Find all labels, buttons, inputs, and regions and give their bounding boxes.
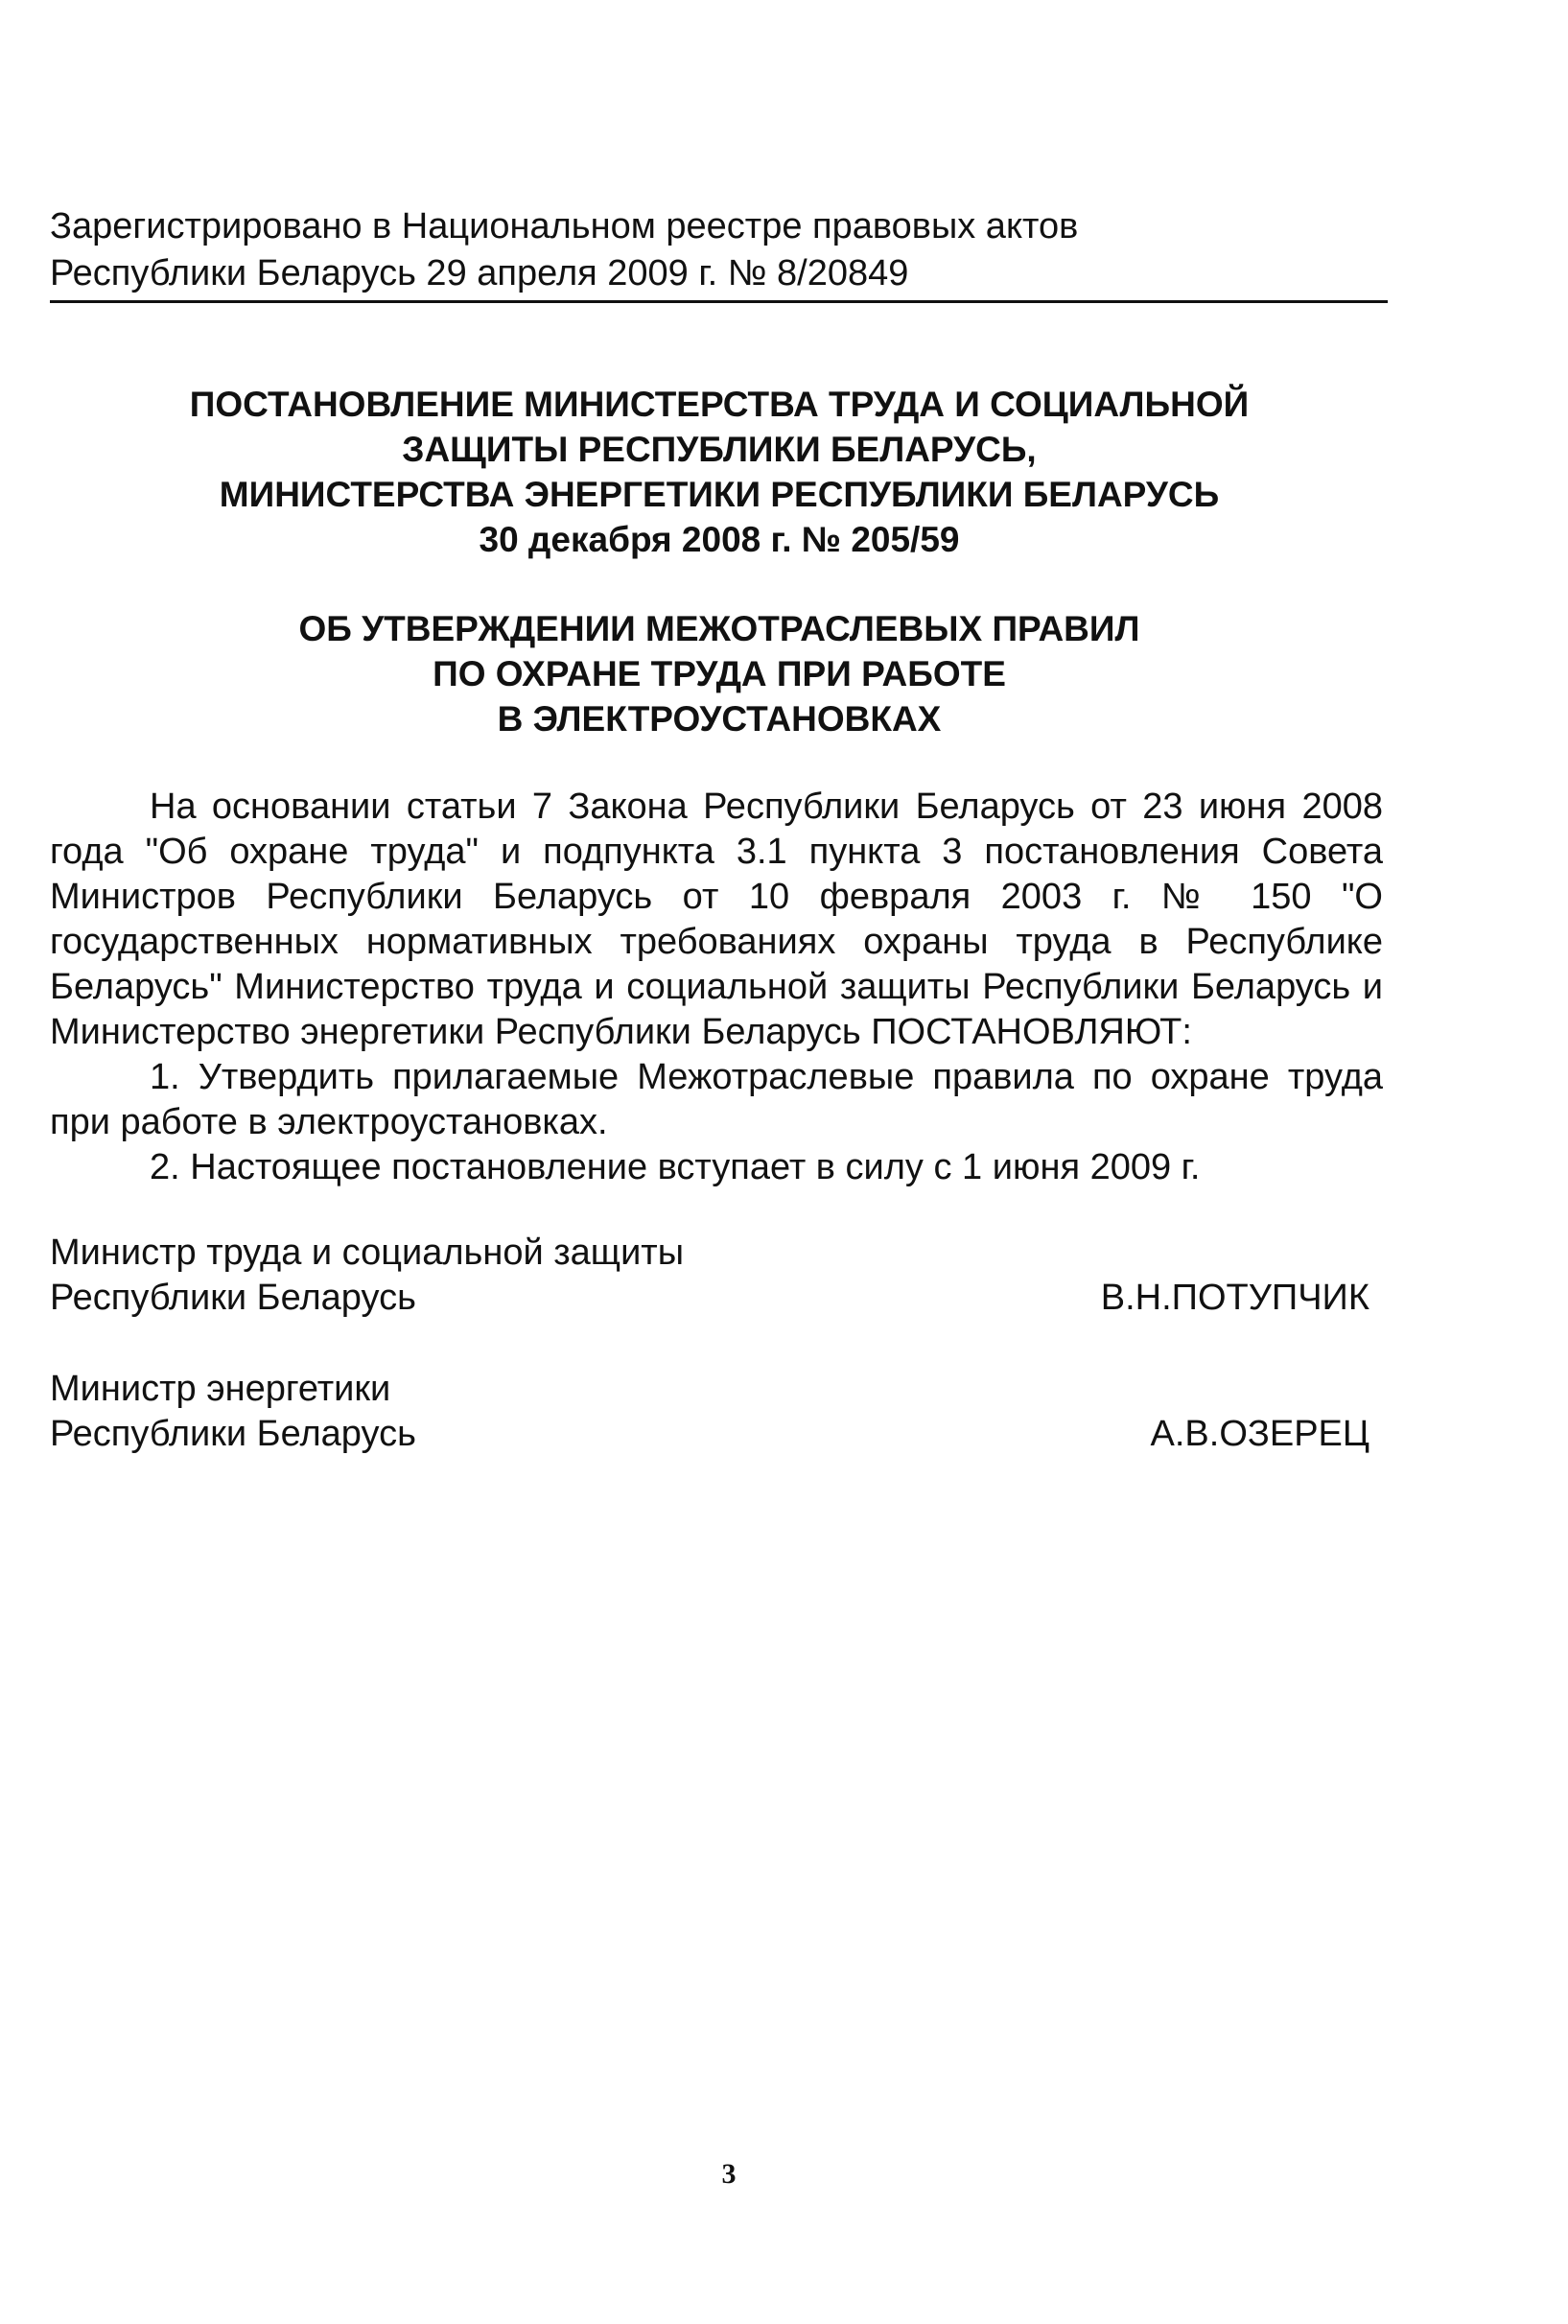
signatory-title-line: Министр труда и социальной защиты bbox=[50, 1232, 685, 1273]
signature-block-energy-minister bbox=[50, 1367, 1383, 1457]
resolution-heading-line: ПОСТАНОВЛЕНИЕ МИНИСТЕРСТВА ТРУДА И СОЦИАЛЬНОЙ bbox=[189, 385, 1250, 424]
signatory-title-line: Республики Беларусь bbox=[50, 1414, 416, 1454]
resolution-date: 30 декабря 2008 г. № 205/59 bbox=[479, 520, 960, 559]
resolution-heading-line: ЗАЩИТЫ РЕСПУБЛИКИ БЕЛАРУСЬ, bbox=[402, 430, 1037, 469]
subject-heading-line: ОБ УТВЕРЖДЕНИИ МЕЖОТРАСЛЕВЫХ ПРАВИЛ bbox=[298, 609, 1140, 648]
subject-heading-line: ПО ОХРАНЕ ТРУДА ПРИ РАБОТЕ bbox=[433, 654, 1006, 693]
registration-rule bbox=[50, 300, 1388, 303]
document-body bbox=[50, 785, 1383, 1190]
subject-heading-line: В ЭЛЕКТРОУСТАНОВКАХ bbox=[497, 699, 942, 739]
resolution-heading-line: МИНИСТЕРСТВА ЭНЕРГЕТИКИ РЕСПУБЛИКИ БЕЛАРУСЬ bbox=[219, 475, 1220, 514]
signatory-title-line: Республики Беларусь bbox=[50, 1278, 416, 1318]
item-2-paragraph: 2. Настоящее постановление вступает в силу с 1 июня 2009 г. bbox=[150, 1147, 1201, 1187]
signatory-name: В.Н.ПОТУПЧИК bbox=[1100, 1278, 1369, 1318]
registration-line-1: Зарегистрировано в Национальном реестре правовых актов bbox=[50, 206, 1079, 246]
signatory-name: А.В.ОЗЕРЕЦ bbox=[1150, 1414, 1369, 1454]
page-number: 3 bbox=[721, 2158, 737, 2190]
signatory-title-line: Министр энергетики bbox=[50, 1369, 391, 1409]
item-1-paragraph: 1. Утвердить прилагаемые Межотраслевые правила по охране труда при работе в электроустановках. bbox=[50, 1057, 1383, 1142]
registration-note bbox=[50, 203, 1383, 297]
subject-heading bbox=[58, 606, 1381, 741]
signature-block-labor-minister bbox=[50, 1231, 1383, 1321]
registration-line-2: Республики Беларусь 29 апреля 2009 г. № 8/20849 bbox=[50, 253, 909, 293]
preamble-paragraph: На основании статьи 7 Закона Республики Беларусь от 23 июня 2008 года "Об охране труда" и подпункта 3.1 пункта 3 постановления Совета Министров Республики Беларусь от 10 февраля 2003 г. № 150 "О государственных нормативных требованиях охраны труда в Республике Беларусь" Министерство труда и социальной защиты Республики Беларусь и Министерство энергетики Республики Беларусь ПОСТАНОВЛЯЮТ: bbox=[50, 786, 1383, 1052]
resolution-heading bbox=[58, 382, 1381, 562]
